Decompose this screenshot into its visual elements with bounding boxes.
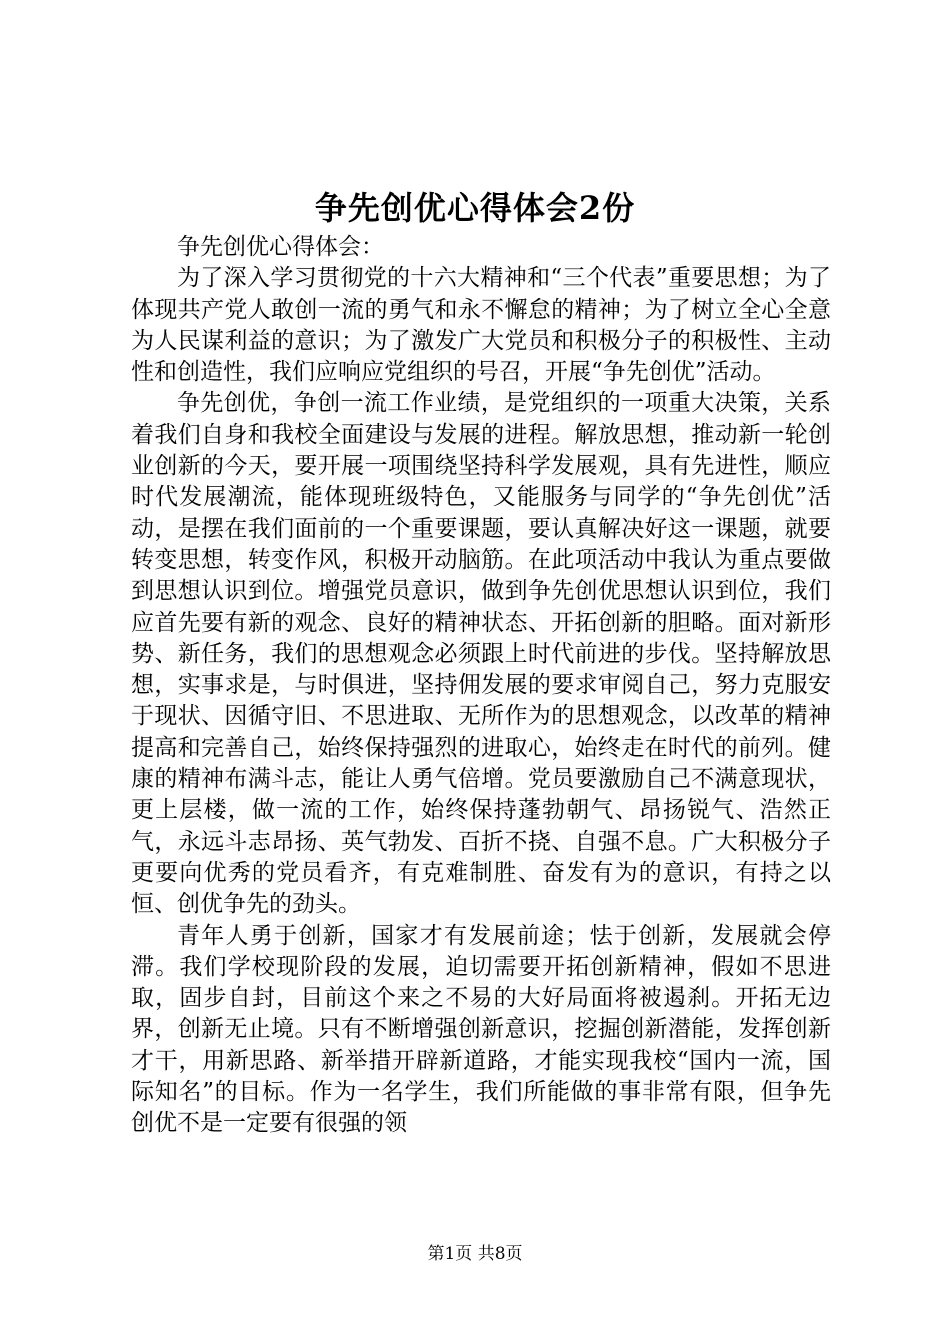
paragraph: 争先创优，争创一流工作业绩，是党组织的一项重大决策，关系着我们自身和我校全面建设与发展的进程。解放思想，推动新一轮创业创新的今天，要开展一项围绕坚持科学发展观，具有先进性，顺应时代发展潮流，能体现班级特色，又能服务与同学的“争先创优”活动，是摆在我们面前的一个重要课题，要认真解决好这一课题，就要转变思想，转变作风，积极开动脑筋。在此项活动中我认为重点要做到思想认识到位。增强党员意识，做到争先创优思想认识到位，我们应首先要有新的观念、良好的精神状态、开拓创新的胆略。面对新形势、新任务，我们的思想观念必须跟上时代前进的步伐。坚持解放思想，实事求是，与时俱进，坚持佣发展的要求审阅自己，努力克服安于现状、因循守旧、不思进取、无所作为的思想观念，以改革的精神提高和完善自己，始终保持强烈的进取心，始终走在时代的前列。健康的精神布满斗志，能让人勇气倍增。党员要激励自己不满意现状，更上层楼，做一流的工作，始终保持蓬勃朝气、昂扬锐气、浩然正气，永远斗志昂扬、英气勃发、百折不挠、自强不息。广大积极分子更要向优秀的党员看齐，有克难制胜、奋发有为的意识，有持之以恒、创优争先的劲头。 (131, 390, 831, 918)
document-title: 争先创优心得体会2份 (314, 189, 636, 227)
document-body (131, 232, 831, 1140)
paragraph: 为了深入学习贯彻党的十六大精神和“三个代表”重要思想；为了体现共产党人敢创一流的勇气和永不懈怠的精神；为了树立全心全意为人民谋利益的意识；为了激发广大党员和积极分子的积极性、主动性和创造性，我们应响应党组织的号召，开展“争先创优”活动。 (131, 265, 831, 386)
paragraph-heading: 争先创优心得体会： (177, 234, 384, 260)
page-number-footer: 第1页 共8页 (427, 1244, 523, 1264)
paragraph: 青年人勇于创新，国家才有发展前途；怯于创新，发展就会停滞。我们学校现阶段的发展，迫切需要开拓创新精神，假如不思进取，固步自封，目前这个来之不易的大好局面将被遏刹。开拓无边界，创新无止境。只有不断增强创新意识，挖掘创新潜能，发挥创新才干，用新思路、新举措开辟新道路，才能实现我校“国内一流，国际知名”的目标。作为一名学生，我们所能做的事非常有限，但争先创优不是一定要有很强的领 (131, 922, 831, 1137)
